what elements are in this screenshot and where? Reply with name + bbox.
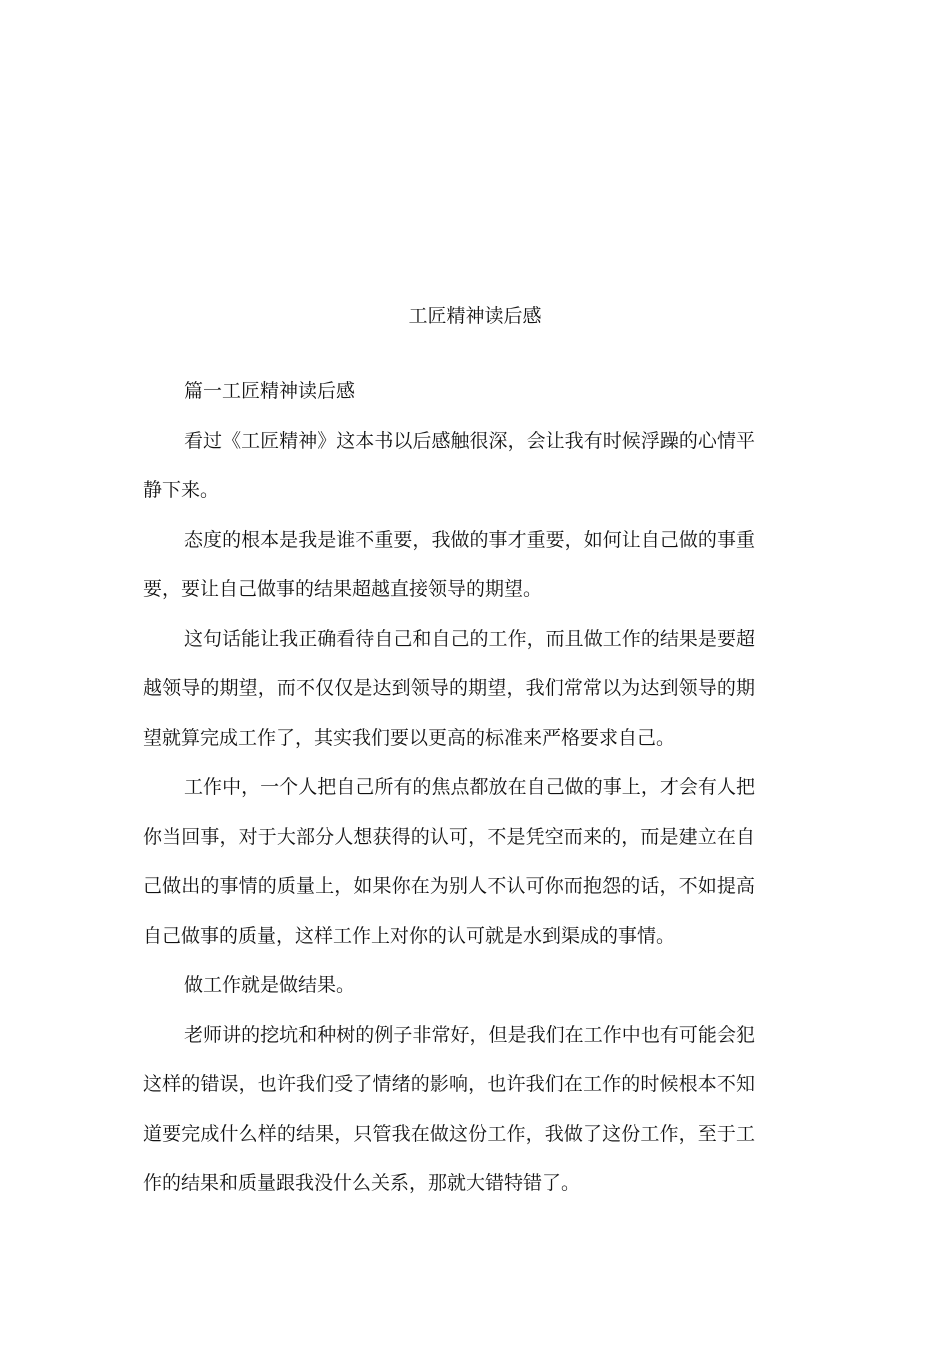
paragraph: 态度的根本是我是谁不重要，我做的事才重要，如何让自己做的事重要，要让自己做事的结果超越直接领导的期望。 xyxy=(143,528,755,600)
paragraph: 做工作就是做结果。 xyxy=(184,974,356,996)
paragraph: 工作中，一个人把自己所有的焦点都放在自己做的事上，才会有人把你当回事，对于大部分人想获得的认可，不是凭空而来的，而是建立在自己做出的事情的质量上，如果你在为别人不认可你而抱怨的话，不如提高自己做事的质量，这样工作上对你的认可就是水到渠成的事情。 xyxy=(143,776,755,947)
paragraph: 看过《工匠精神》这本书以后感触很深，会让我有时候浮躁的心情平静下来。 xyxy=(143,429,755,501)
paragraph: 这句话能让我正确看待自己和自己的工作，而且做工作的结果是要超越领导的期望，而不仅仅是达到领导的期望，我们常常以为达到领导的期望就算完成工作了，其实我们要以更高的标准来严格要求自己。 xyxy=(143,627,755,749)
paragraph-section-heading: 篇一工匠精神读后感 xyxy=(184,380,356,402)
document-body xyxy=(143,367,755,1209)
paragraph: 老师讲的挖坑和种树的例子非常好，但是我们在工作中也有可能会犯这样的错误，也许我们受了情绪的影响，也许我们在工作的时候根本不知道要完成什么样的结果，只管我在做这份工作，我做了这份工作，至于工作的结果和质量跟我没什么关系，那就大错特错了。 xyxy=(143,1023,755,1194)
document-title: 工匠精神读后感 xyxy=(408,305,542,327)
